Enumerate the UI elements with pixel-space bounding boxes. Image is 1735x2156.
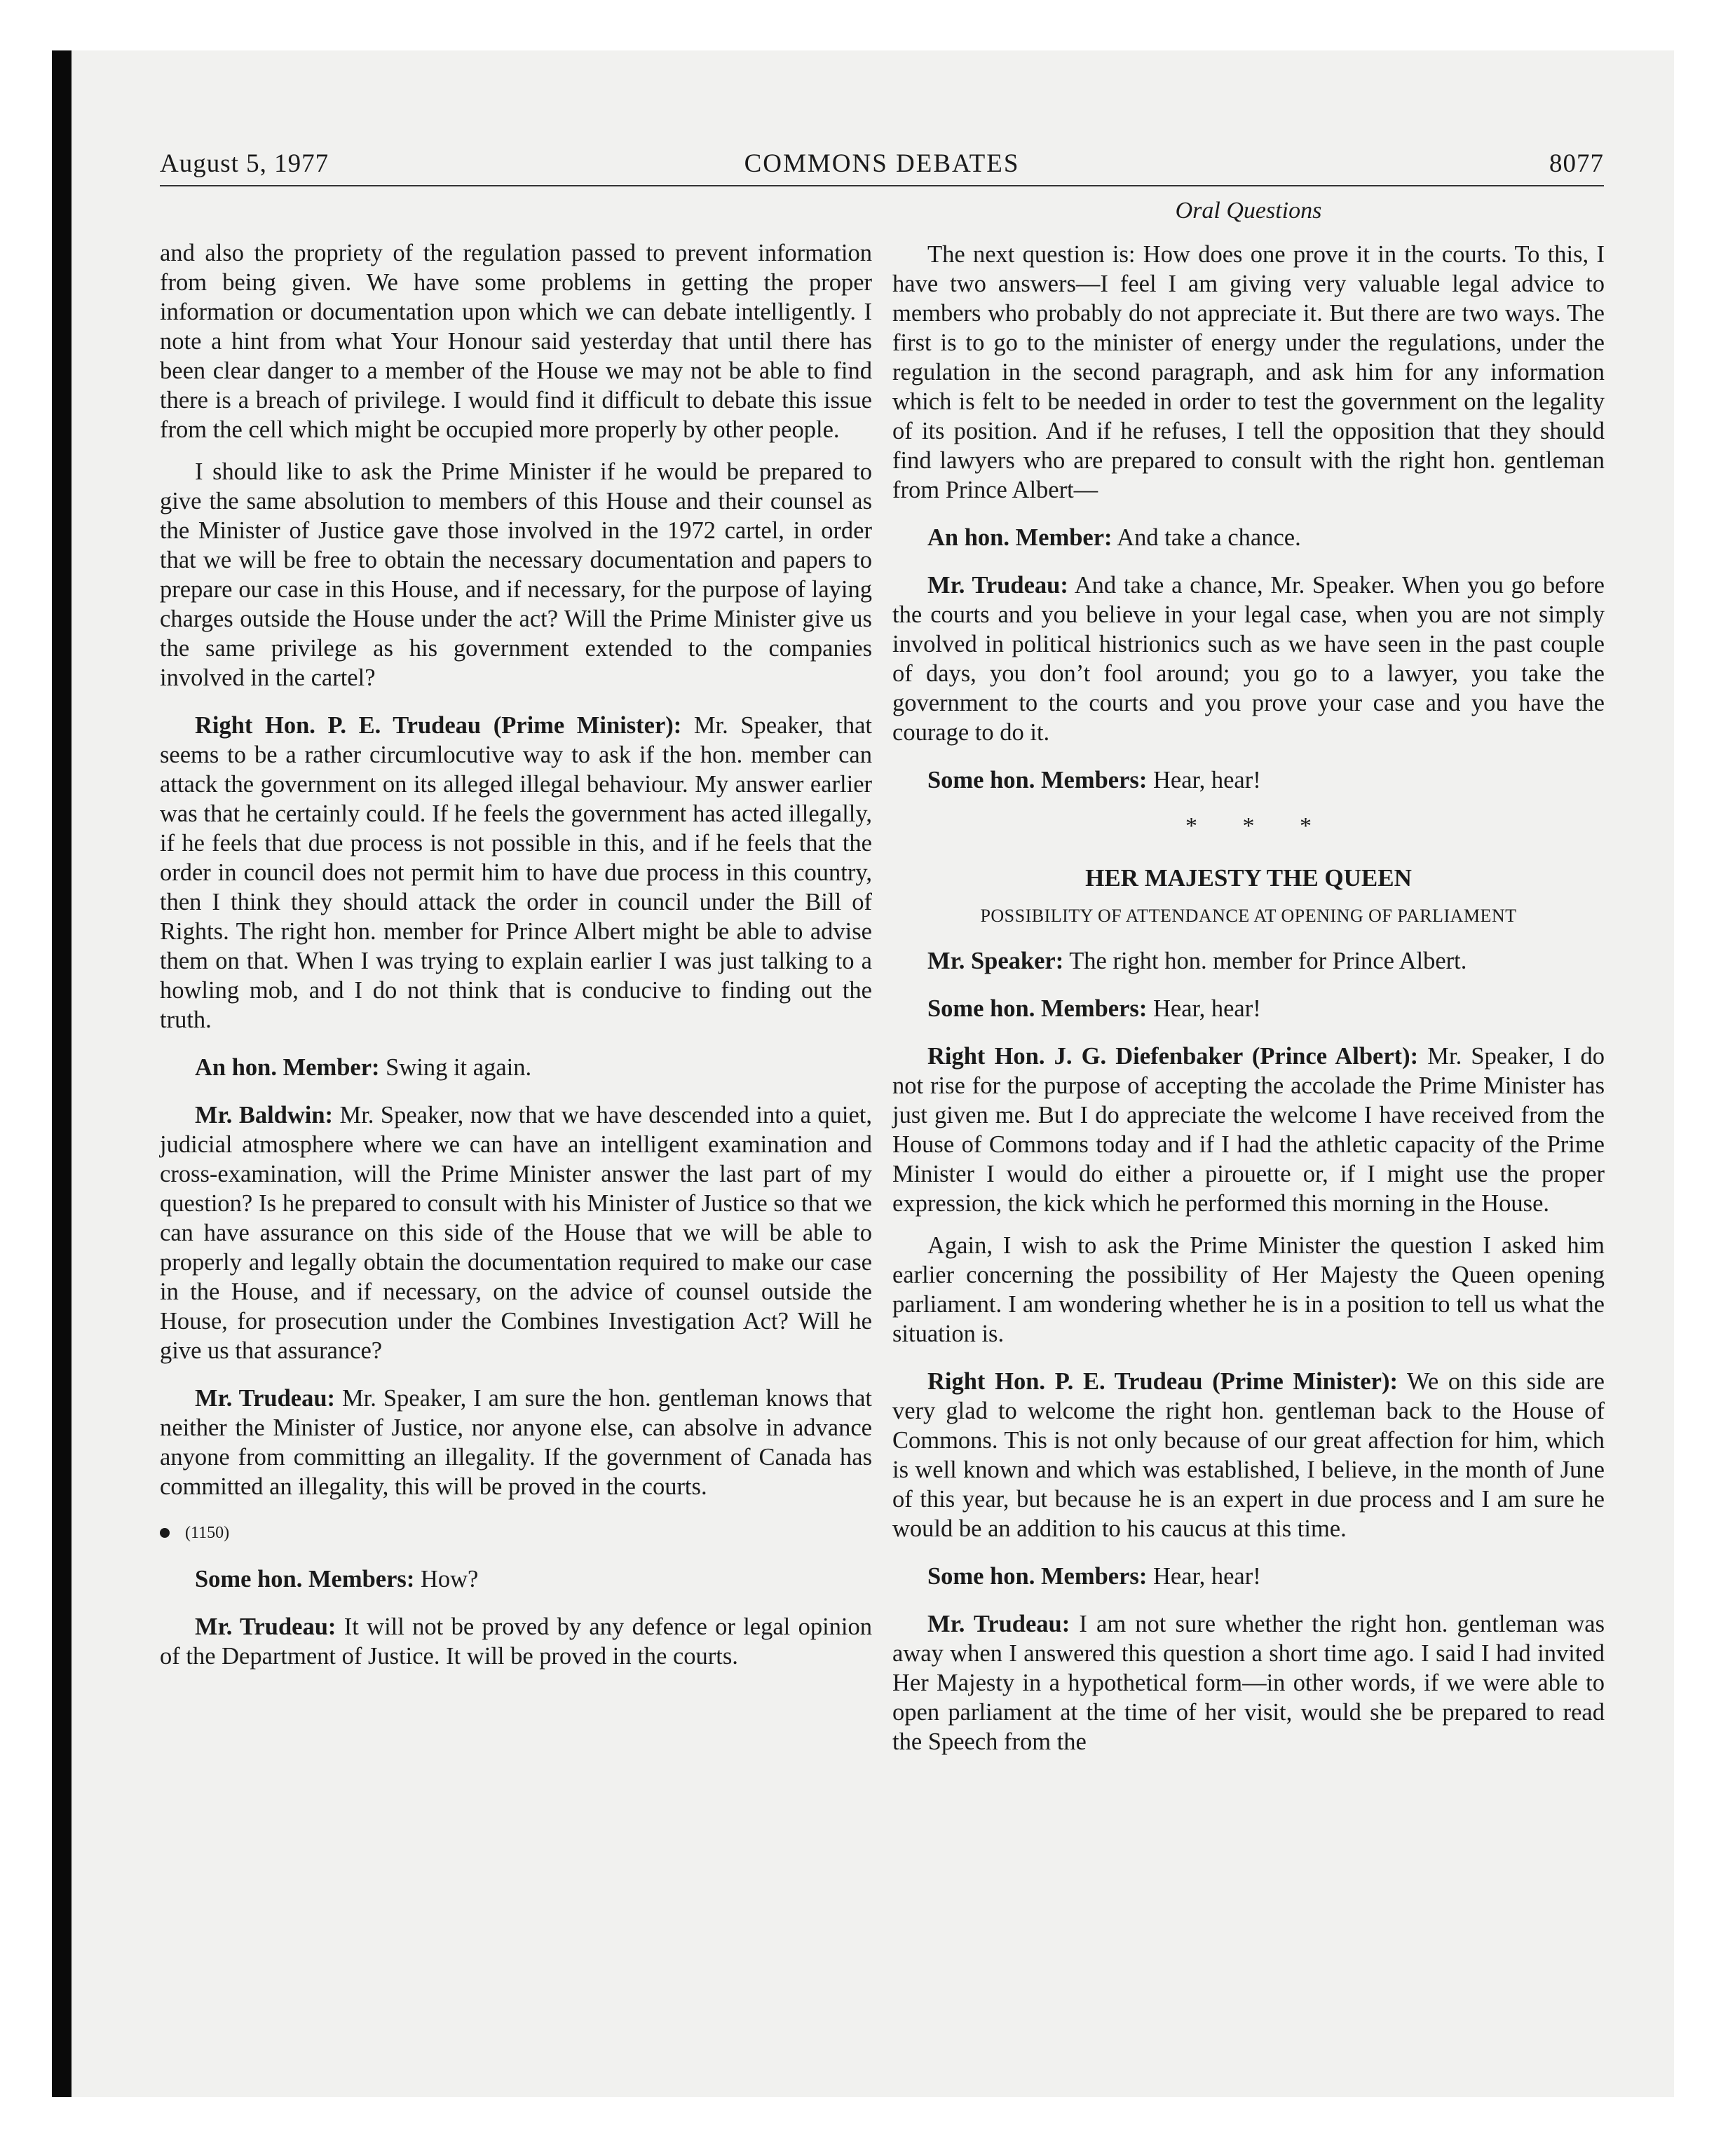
speech-text: I am not sure whether the right hon. gentleman was away when I answered this question a short time ago. I said I had invited Her Majesty in a hypothetical form—in other words, if we were able to open parliament at the time of her visit, would she be prepared to read the Speech from the — [892, 1611, 1605, 1755]
speech-text: We on this side are very glad to welcome the right hon. gentleman back to the House of Commons. This is not only because of our great affection for him, which is well known and which was established, I believe, in the month of June of this year, but because he is an expert in due process and I am sure he would be an addition to his caucus at this time. — [892, 1368, 1605, 1542]
paragraph — [892, 1562, 1605, 1591]
speaker-name: Some hon. Members: — [927, 1563, 1148, 1590]
scan-edge — [52, 50, 72, 2097]
paragraph — [892, 1042, 1605, 1218]
speaker-name: Some hon. Members: — [927, 995, 1148, 1022]
speaker-name: Right Hon. J. G. Diefenbaker (Prince Albert): — [927, 1043, 1419, 1070]
speech-text: Hear, hear! — [1147, 995, 1261, 1022]
speech-text: Swing it again. — [379, 1054, 532, 1081]
speaker-name: An hon. Member: — [927, 524, 1113, 551]
time-marker-label: (1150) — [185, 1524, 230, 1542]
paragraph: and also the propriety of the regulation passed to prevent information from being given. We have some problems in getting the proper information or documentation upon which we can debate intelligently. I note a hint from what Your Honour said yesterday that until there has been clear danger to a member of the House we may not be able to find there is a breach of privilege. I would find it difficult to debate this issue from the cell which might be occupied more properly by other people. — [160, 240, 872, 443]
header-date: August 5, 1977 — [160, 149, 329, 178]
speech-text: Mr. Speaker, now that we have descended into a quiet, judicial atmosphere where we can have an intelligent examination and cross-examination, will the Prime Minister answer the last part of my question? Is he prepared to consult with his Minister of Justice so that we can have assurance on this side of the House that we will be able to properly and legally obtain the documentation required to make our case in the House, and if necessary, on the advice of counsel outside the House, for prosecution under the Combines Investigation Act? Will he give us that assurance? — [160, 1102, 873, 1364]
time-marker — [160, 1522, 872, 1543]
paragraph — [892, 765, 1605, 795]
speech-text: And take a chance, Mr. Speaker. When you go before the courts and you believe in your legal case, when you are not simply involved in political histrionics such as we have seen in the past couple of days, you don’t fool around; you go to a lawyer, you take the government to the courts and you prove your case and you have the courage to do it. — [892, 572, 1605, 746]
paragraph — [160, 711, 872, 1035]
page-header — [160, 149, 1604, 186]
speaker-name: Mr. Speaker: — [927, 948, 1064, 974]
section-separator: * * * — [1185, 813, 1331, 839]
paragraph — [892, 571, 1605, 747]
speaker-name: Right Hon. P. E. Trudeau (Prime Minister): — [195, 712, 682, 739]
paragraph — [892, 994, 1605, 1023]
speaker-name: An hon. Member: — [195, 1054, 380, 1081]
paragraph — [892, 946, 1605, 976]
section-heading: HER MAJESTY THE QUEEN — [1085, 864, 1412, 892]
speech-text: The right hon. member for Prince Albert. — [1063, 948, 1467, 974]
paragraph — [160, 1564, 872, 1594]
right-column — [892, 240, 1605, 1769]
speaker-name: Mr. Trudeau: — [927, 572, 1068, 599]
paragraph — [892, 1609, 1605, 1756]
bullet-icon — [160, 1528, 170, 1538]
paragraph: Again, I wish to ask the Prime Minister the question I asked him earlier concerning the possibility of Her Majesty the Queen opening parliament. I am wondering whether he is in a position to tell us what the situation is. — [892, 1232, 1605, 1347]
speaker-name: Mr. Trudeau: — [927, 1611, 1070, 1637]
paragraph: The next question is: How does one prove it in the courts. To this, I have two answers—I feel I am giving very valuable legal advice to members who probably do not appreciate it. But there are two ways. The first is to go to the minister of energy under the regulations, under the regulation in the second paragraph, and ask him for any information which is felt to be needed in order to test the government on the legality of its position. And if he refuses, I tell the opposition that they should find lawyers who are prepared to consult with the right hon. gentleman from Prince Albert— — [892, 241, 1605, 503]
section-subheading: POSSIBILITY OF ATTENDANCE AT OPENING OF PARLIAMENT — [980, 906, 1517, 926]
speech-text: It will not be proved by any defence or legal opinion of the Department of Justice. It will be proved in the courts. — [160, 1613, 872, 1670]
page-number: 8077 — [1549, 149, 1604, 178]
speech-text: Mr. Speaker, I do not rise for the purpose of accepting the accolade the Prime Minister has just given me. But I do appreciate the welcome I have received from the House of Commons today and if I had the athletic capacity of the Prime Minister I would do either a pirouette or, if I might use the proper expression, the kick which he performed this morning in the House. — [892, 1043, 1605, 1217]
paragraph — [160, 1053, 872, 1082]
left-column — [160, 238, 872, 1684]
speaker-name: Right Hon. P. E. Trudeau (Prime Minister): — [927, 1368, 1398, 1395]
paragraph — [892, 1367, 1605, 1543]
speech-text: Mr. Speaker, I am sure the hon. gentleman knows that neither the Minister of Justice, nor anyone else, can absolve in advance anyone from committing an illegality. If the government of Canada has committed an illegality, this will be proved in the courts. — [160, 1385, 872, 1500]
speaker-name: Some hon. Members: — [927, 767, 1148, 793]
running-head: Oral Questions — [1175, 198, 1322, 224]
paragraph — [160, 1612, 872, 1671]
paragraph — [160, 1100, 872, 1365]
speech-text: Mr. Speaker, that seems to be a rather circumlocutive way to ask if the hon. member can attack the government on its alleged illegal behaviour. My answer earlier was that he certainly could. If he feels the government has acted illegally, if he feels that due process is not possible in this, and if he feels that the order in council does not permit him to have due process in this country, then I think they should attack the order in council under the Bill of Rights. The right hon. member for Prince Albert might be able to advise them on that. When I was trying to explain earlier I was just talking to a howling mob, and I do not think that is conducive to finding out the truth. — [160, 712, 872, 1033]
paragraph — [160, 1384, 872, 1501]
speech-text: And take a chance. — [1112, 524, 1301, 551]
speech-text: Hear, hear! — [1147, 767, 1261, 793]
paragraph: I should like to ask the Prime Minister if he would be prepared to give the same absolution to members of this House and their counsel as the Minister of Justice gave those involved in the 1972 cartel, in order that we will be free to obtain the necessary documentation and papers to prepare our case in this House, and if necessary, for the purpose of laying charges outside the House under the act? Will the Prime Minister give us the same privilege as his government extended to the companies involved in the cartel? — [160, 458, 872, 691]
speaker-name: Some hon. Members: — [195, 1566, 415, 1592]
speech-text: Hear, hear! — [1147, 1563, 1261, 1590]
paragraph — [892, 523, 1605, 552]
speaker-name: Mr. Baldwin: — [195, 1102, 334, 1128]
speech-text: How? — [414, 1566, 479, 1592]
header-title: COMMONS DEBATES — [744, 149, 1020, 178]
speaker-name: Mr. Trudeau: — [195, 1613, 336, 1640]
speaker-name: Mr. Trudeau: — [195, 1385, 336, 1412]
